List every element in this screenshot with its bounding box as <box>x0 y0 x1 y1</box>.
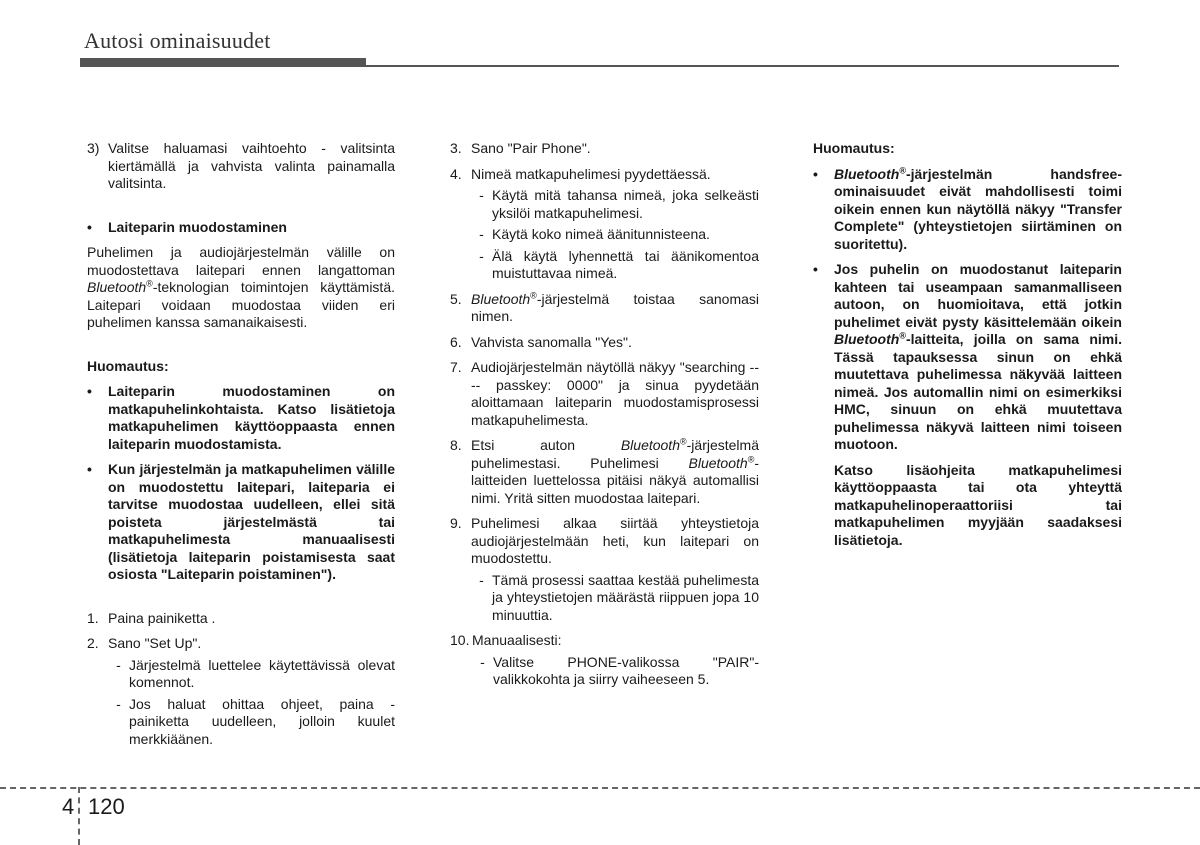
step-text: Puhelimesi alkaa siirtää yhteystietoja audiojärjestelmään heti, kun laitepari on muodostettu. <box>471 515 759 566</box>
text: -laitteiden luettelossa pitäisi näkyä automallisi nimi. Yritä sitten muodostaa laitepari. <box>471 454 759 506</box>
section-heading-pairing <box>87 219 395 237</box>
bullet-icon: • <box>87 461 92 477</box>
bluetooth-text: Bluetooth <box>87 279 147 295</box>
sub-item <box>471 187 759 222</box>
step-2 <box>87 635 395 748</box>
header-rule <box>366 65 1119 67</box>
step-text: Valitse haluamasi vaihtoehto - valitsinta kiertämällä ja vahvista valinta painamalla valitsinta. <box>108 140 395 191</box>
step-number: 4. <box>450 165 462 182</box>
step-text: Vahvista sanomalla "Yes". <box>471 333 632 350</box>
note-text: Laiteparin muodostaminen on matkapuhelinkohtaista. Katso lisätietoja matkapuhelimen käyttöoppaasta ennen laiteparin muodostamista. <box>108 383 395 452</box>
step-number: 3. <box>450 140 462 156</box>
sub-item <box>471 572 759 625</box>
heading-text: Laiteparin muodostaminen <box>108 218 287 235</box>
sub-item <box>108 696 395 749</box>
step-text: Manuaalisesti: <box>472 632 562 648</box>
step-text <box>471 291 759 326</box>
dash-marker: - <box>479 187 484 203</box>
text: Jos puhelin on muodostanut laiteparin kahteen tai useampaan samanmalliseen autoon, on huomioitava, että jotkin puhelimet eivät pysty käsittelemään oikein <box>834 261 1122 330</box>
registered-mark: ® <box>747 453 755 464</box>
note-bullet-2 <box>813 261 1122 549</box>
step-number: 9. <box>450 515 462 531</box>
registered-mark: ® <box>530 289 537 300</box>
note-heading: Huomautus: <box>813 140 895 156</box>
sub-item <box>471 226 759 244</box>
step-number: 8. <box>450 437 462 453</box>
step-9 <box>450 515 759 624</box>
bluetooth-text: Bluetooth <box>688 454 748 471</box>
step-number: 2. <box>87 635 99 651</box>
sub-text: Järjestelmä luettelee käytettävissä olevat komennot. <box>129 656 395 690</box>
text: -järjestelmän handsfree-ominaisuudet eivät mahdollisesti toimi oikein ennen kun näytöllä näkyy "Transfer Complete" (yhteystietojen siirtäminen on suoritettu). <box>834 165 1122 252</box>
sub-text: Älä käytä lyhennettä tai äänikomentoa muistuttavaa nimeä. <box>492 247 759 281</box>
bullet-icon: • <box>87 383 92 399</box>
dash-marker: - <box>480 653 485 670</box>
pairing-paragraph <box>87 244 395 332</box>
step-text: Sano "Set Up". <box>108 635 202 651</box>
bluetooth-text: Bluetooth <box>834 331 900 347</box>
dash-marker: - <box>479 226 484 242</box>
step-7 <box>450 359 759 429</box>
step-10 <box>450 632 759 689</box>
dash-marker: - <box>479 571 484 588</box>
step-text: Audiojärjestelmän näytöllä näkyy "searching ---- passkey: 0000" ja sinua pyydetään aloittamaan laiteparin muodostamisprosessi matkapuhelimesta. <box>471 359 759 428</box>
sub-text: Tämä prosessi saattaa kestää puhelimesta ja yhteystietojen määrästä riippuen jopa 10 minuuttia. <box>492 571 759 623</box>
step-1 <box>87 610 395 628</box>
note-bullet-2 <box>87 461 395 584</box>
step-text: Paina painiketta . <box>108 609 216 626</box>
note-bullet-1 <box>87 383 395 453</box>
step-3-intro <box>87 140 395 193</box>
sub-item <box>472 654 759 689</box>
step-6 <box>450 334 759 352</box>
registered-mark: ® <box>146 278 153 289</box>
footer-vertical-dashed-line <box>78 787 80 845</box>
sub-item <box>471 248 759 283</box>
column-3 <box>813 140 1122 557</box>
sub-item <box>108 657 395 692</box>
bullet-icon: • <box>813 261 818 277</box>
header-bar <box>80 58 366 67</box>
text: Etsi auton <box>471 437 621 453</box>
note-heading: Huomautus: <box>87 357 169 374</box>
text: -teknologian toimintojen käyttämistä. Laitepari voidaan muodostaa viiden eri puhelimen kanssa samanaikaisesti. <box>87 279 395 330</box>
bullet-icon: • <box>813 165 818 182</box>
registered-mark: ® <box>899 164 906 175</box>
step-text: Sano "Pair Phone". <box>471 140 591 156</box>
text: -laitteita, joilla on sama nimi. Tässä tapauksessa sinun on ehkä muutettava puhelimessa näkyvää laitteen nimeä. Jos automallin nimi on esimerkiksi HMC, sinuun on ehkä muutettava puhelimessa näkyvä laitteen nimi toiseen muotoon. <box>834 331 1122 452</box>
note-bullet-1 <box>813 166 1122 254</box>
bluetooth-text: Bluetooth <box>471 290 531 307</box>
dash-marker: - <box>479 247 484 264</box>
step-number: 7. <box>450 359 462 375</box>
text: -järjestelmä toistaa sanomasi nimen. <box>471 290 759 324</box>
step-number: 6. <box>450 333 462 350</box>
page-header-title: Autosi ominaisuudet <box>84 28 271 53</box>
sub-text: Jos haluat ohittaa ohjeet, paina - painiketta uudelleen, jolloin kuulet merkkiäänen. <box>129 695 395 747</box>
footer-dashed-line <box>0 787 1200 789</box>
step-3 <box>450 140 759 158</box>
note-text: Kun järjestelmän ja matkapuhelimen välille on muodostettu laitepari, laiteparia ei tarvitse muodostaa uudelleen, ellei sitä poisteta järjestelmästä tai matkapuhelimesta manuaalisesti (lisätietoja laiteparin poistamisesta saat osiosta "Laiteparin poistaminen"). <box>108 461 395 582</box>
step-text <box>471 437 759 507</box>
step-5 <box>450 291 759 326</box>
step-number: 10. <box>450 632 470 648</box>
bluetooth-text: Bluetooth <box>620 437 680 453</box>
step-8 <box>450 437 759 507</box>
dash-marker: - <box>116 695 121 712</box>
step-4 <box>450 166 759 283</box>
step-number: 3) <box>87 140 100 156</box>
column-1 <box>87 140 395 756</box>
step-number: 1. <box>87 609 99 626</box>
sub-text: Käytä koko nimeä äänitunnisteena. <box>492 226 710 242</box>
bluetooth-text: Bluetooth <box>834 165 900 182</box>
sub-text: Valitse PHONE-valikossa "PAIR"-valikkokohta ja siirry vaiheeseen 5. <box>493 653 759 687</box>
dash-marker: - <box>116 656 121 673</box>
sub-text: Käytä mitä tahansa nimeä, joka selkeästi yksilöi matkapuhelimesi. <box>492 187 759 221</box>
bullet-icon: • <box>87 218 92 235</box>
note-text <box>834 166 1122 254</box>
text: Puhelimen ja audiojärjestelmän välille on muodostettava laitepari ennen langattoman <box>87 244 395 278</box>
note-text <box>834 261 1122 454</box>
registered-mark: ® <box>680 436 687 447</box>
step-number: 5. <box>450 290 462 307</box>
chapter-number: 4 <box>62 794 75 819</box>
step-text: Nimeä matkapuhelimesi pyydettäessä. <box>471 165 711 182</box>
note-text-2: Katso lisäohjeita matkapuhelimesi käyttöoppaasta tai ota yhteyttä matkapuhelinoperaattoriisi tai matkapuhelimen myyjään saadaksesi lisätietoja. <box>834 461 1122 548</box>
registered-mark: ® <box>899 330 906 341</box>
text: -järjestelmä puhelimestasi. Puhelimesi <box>471 437 759 471</box>
page-number: 120 <box>88 794 125 819</box>
column-2 <box>450 140 759 697</box>
